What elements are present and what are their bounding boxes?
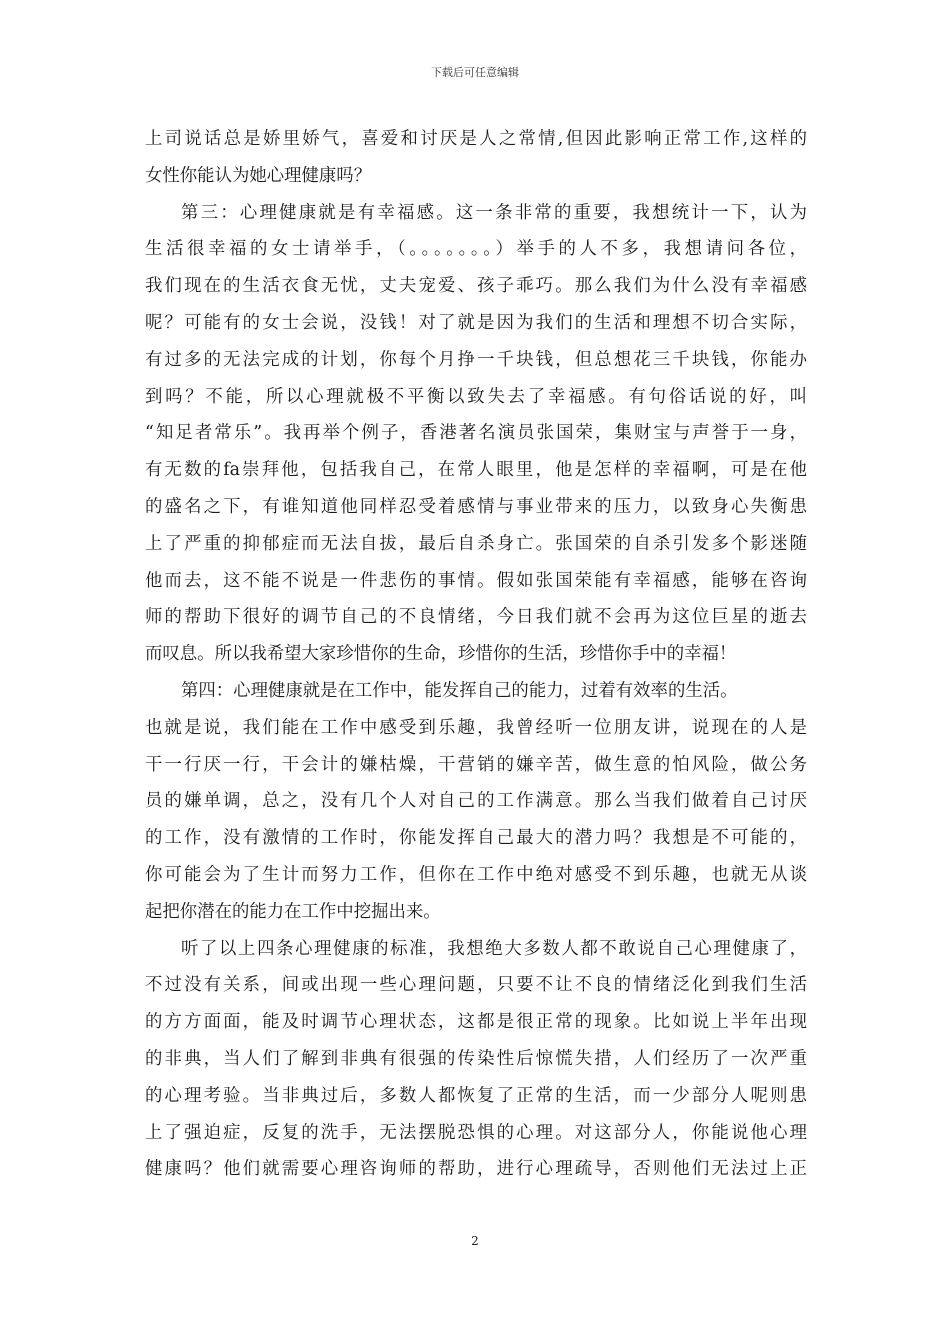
text-line: 而叹息。所以我希望大家珍惜你的生命，珍惜你的生活，珍惜你手中的幸福！ bbox=[145, 644, 737, 665]
text-line: 他而去，这不能不说是一件悲伤的事情。假如张国荣能有幸福感，能够在咨询 bbox=[145, 570, 807, 591]
text-line: 的工作，没有激情的工作时，你能发挥自己最大的潜力吗？我想是不可能的， bbox=[145, 828, 807, 849]
text-line: 员的嫌单调，总之，没有几个人对自己的工作满意。那么当我们做着自己讨厌 bbox=[145, 791, 807, 812]
text-line: 的方方面面，能及时调节心理状态，这都是很正常的现象。比如说上半年出现 bbox=[145, 1012, 807, 1033]
text-line: 的心理考验。当非典过后，多数人都恢复了正常的生活，而一少部分人呢则患 bbox=[145, 1085, 807, 1106]
text-line: 生活很幸福的女士请举手，（。。。。。。。）举手的人不多，我想请问各位， bbox=[145, 239, 807, 260]
paragraph-start-line: 第三：心理健康就是有幸福感。这一条非常的重要，我想统计一下，认为 bbox=[181, 202, 807, 223]
text-line: 干一行厌一行，干会计的嫌枯燥，干营销的嫌辛苦，做生意的怕风险，做公务 bbox=[145, 754, 807, 775]
text-line: 我们现在的生活衣食无忧，丈夫宠爱、孩子乖巧。那么我们为什么没有幸福感 bbox=[145, 276, 807, 297]
text-line: 上司说话总是娇里娇气，喜爱和讨厌是人之常情,但因此影响正常工作,这样的 bbox=[145, 129, 807, 149]
text-line: “知足者常乐”。我再举个例子，香港著名演员张国荣，集财宝与声誉于一身， bbox=[145, 423, 807, 444]
page-header: 下载后可任意编辑 bbox=[431, 66, 519, 79]
text-line: 起把你潜在的能力在工作中挖掘出来。 bbox=[145, 901, 441, 922]
text-line: 师的帮助下很好的调节自己的不良情绪，今日我们就不会再为这位巨星的逝去 bbox=[145, 607, 807, 628]
text-line: 健康吗？他们就需要心理咨询师的帮助，进行心理疏导，否则他们无法过上正 bbox=[145, 1159, 807, 1180]
paragraph-start-line: 听了以上四条心理健康的标准，我想绝大多数人都不敢说自己心理健康了， bbox=[181, 938, 807, 959]
text-line: 有过多的无法完成的计划，你每个月挣一千块钱，但总想花三千块钱，你能办 bbox=[145, 349, 807, 370]
document-body bbox=[145, 121, 807, 1188]
paragraph-start-line: 第四：心理健康就是在工作中，能发挥自己的能力，过着有效率的生活。 bbox=[181, 680, 738, 701]
text-line: 的非典，当人们了解到非典有很强的传染性后惊慌失措，人们经历了一次严重 bbox=[145, 1048, 807, 1069]
text-line: 的盛名之下，有谁知道他同样忍受着感情与事业带来的压力，以致身心失衡患 bbox=[145, 496, 807, 517]
text-line: 上了强迫症，反复的洗手，无法摆脱恐惧的心理。对这部分人，你能说他心理 bbox=[145, 1122, 807, 1143]
text-line: 到吗？不能，所以心理就极不平衡以致失去了幸福感。有句俗话说的好，叫 bbox=[145, 386, 807, 407]
text-line: 呢？可能有的女士会说，没钱！对了就是因为我们的生活和理想不切合实际， bbox=[145, 312, 807, 333]
text-line: 有无数的fa崇拜他，包括我自己，在常人眼里，他是怎样的幸福啊，可是在他 bbox=[145, 460, 807, 481]
text-line: 你可能会为了生计而努力工作，但你在工作中绝对感受不到乐趣，也就无从谈 bbox=[145, 864, 807, 885]
text-line: 也就是说，我们能在工作中感受到乐趣，我曾经听一位朋友讲，说现在的人是 bbox=[145, 717, 807, 738]
text-line: 不过没有关系，间或出现一些心理问题，只要不让不良的情绪泛化到我们生活 bbox=[145, 975, 807, 996]
page-number: 2 bbox=[471, 1234, 479, 1248]
text-line: 女性你能认为她心理健康吗？ bbox=[145, 165, 372, 186]
text-line: 上了严重的抑郁症而无法自拔，最后自杀身亡。张国荣的自杀引发多个影迷随 bbox=[145, 533, 807, 554]
